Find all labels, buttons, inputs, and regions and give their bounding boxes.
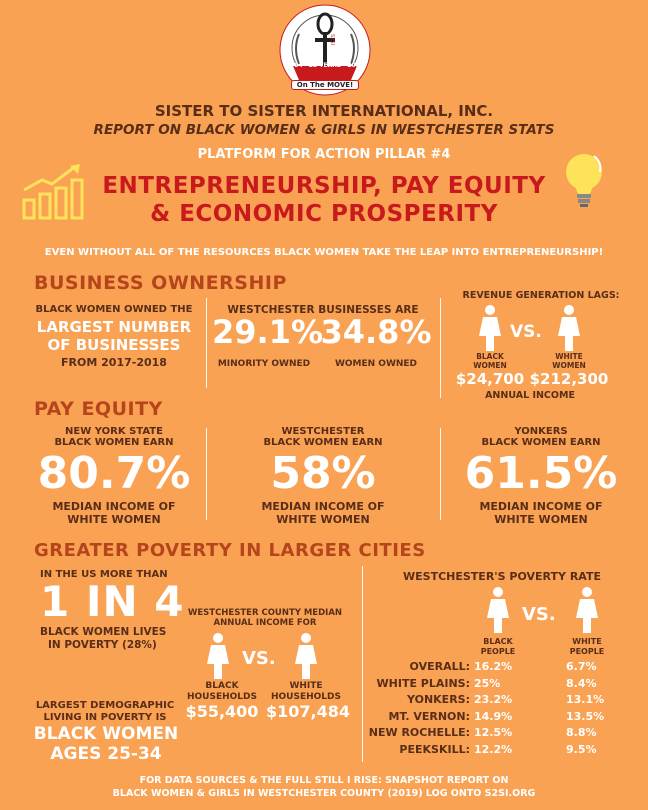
poverty-row-place: WHITE PLAINS:	[376, 676, 470, 690]
woman-icon	[294, 632, 318, 680]
poverty-row-white: 9.5%	[566, 742, 597, 756]
business-col2-heading: WESTCHESTER BUSINESSES ARE	[227, 304, 419, 316]
white-households-label	[266, 681, 346, 703]
poverty-row-black: 12.2%	[474, 742, 513, 756]
pay-col1-foot1: MEDIAN INCOME OF	[52, 500, 176, 513]
poverty-row	[368, 660, 636, 677]
revenue-vs: VS.	[510, 322, 542, 342]
median-line2: ANNUAL INCOME FOR	[213, 618, 317, 628]
pay-col3-foot1: MEDIAN INCOME OF	[479, 500, 603, 513]
woman-icon	[575, 586, 599, 634]
rate-vs: VS.	[522, 604, 556, 625]
poverty-row-place: PEEKSKILL:	[399, 742, 470, 756]
us-line3: IN POVERTY (28%)	[48, 639, 157, 651]
woman-icon	[478, 304, 502, 352]
minority-owned-stat: 29.1%	[212, 313, 324, 351]
poverty-row	[368, 693, 636, 710]
median-line1: WESTCHESTER COUNTY MEDIAN	[187, 608, 343, 618]
revenue-left-label2: WOMEN	[473, 361, 507, 370]
white-hh-line1: WHITE	[289, 681, 323, 691]
business-col1-big1: LARGEST NUMBER	[36, 318, 192, 336]
woman-icon	[557, 304, 581, 352]
divider	[440, 428, 441, 520]
demo-big2: AGES 25-34	[50, 744, 162, 764]
poverty-row-black: 23.2%	[474, 693, 513, 706]
poverty-row-white: 13.5%	[566, 709, 605, 723]
revenue-footer: ANNUAL INCOME	[485, 390, 575, 401]
median-vs: VS.	[242, 648, 276, 669]
logo-end-year: 2019	[347, 62, 365, 69]
poverty-row-place: MT. VERNON:	[388, 709, 470, 723]
pay-col3-head1: YONKERS	[514, 426, 568, 437]
report-title: REPORT ON BLACK WOMEN & GIRLS IN WESTCHESTER STATS	[93, 122, 555, 138]
pillar-title: PLATFORM FOR ACTION PILLAR #4	[197, 147, 451, 162]
poverty-row-black: 25%	[474, 676, 501, 690]
divider	[362, 566, 363, 762]
pay-equity-heading: PAY EQUITY	[34, 398, 163, 420]
black-people-line1: BLACK	[483, 637, 513, 646]
black-income: $55,400	[185, 702, 259, 721]
woman-icon	[486, 586, 510, 634]
poverty-row-place: NEW ROCHELLE:	[368, 726, 470, 739]
white-hh-line2: HOUSEHOLDS	[271, 692, 341, 702]
pay-col3-foot2: WHITE WOMEN	[494, 513, 588, 526]
pay-col1-head2: BLACK WOMEN EARN	[54, 437, 174, 448]
women-owned-label: WOMEN OWNED	[334, 359, 418, 369]
revenue-right-value: $212,300	[529, 370, 609, 388]
pay-col1-head1: NEW YORK STATE	[65, 426, 163, 437]
poverty-row-place: OVERALL:	[409, 660, 470, 673]
demo-line1: LARGEST DEMOGRAPHIC	[35, 700, 175, 711]
main-title-line2: & ECONOMIC PROSPERITY	[150, 201, 498, 227]
demo-big	[24, 724, 188, 764]
us-line: IN THE US MORE THAN	[40, 569, 168, 580]
poverty-row-black: 12.5%	[474, 726, 513, 739]
poverty-row	[368, 677, 636, 694]
white-income: $107,484	[265, 702, 350, 721]
white-people-label	[557, 637, 617, 657]
poverty-row-white: 8.8%	[566, 726, 597, 739]
pay-col1	[28, 426, 200, 526]
rate-heading: WESTCHESTER'S POVERTY RATE	[403, 570, 601, 583]
poverty-row-black: 16.2%	[474, 660, 513, 673]
poverty-row-place: YONKERS:	[407, 693, 470, 706]
white-people-line2: PEOPLE	[569, 647, 605, 656]
revenue-left-value: $24,700	[455, 370, 525, 388]
us-big-stat: 1 IN 4	[40, 577, 185, 626]
white-people-line1: WHITE	[572, 637, 602, 646]
revenue-left-label	[460, 352, 520, 370]
business-heading: BUSINESS OWNERSHIP	[34, 272, 287, 294]
divider	[206, 428, 207, 520]
demo-big1: BLACK WOMEN	[33, 724, 179, 744]
footer-line2: BLACK WOMEN & GIRLS IN WESTCHESTER COUNTY (2019) LOG ONTO S2SI.ORG	[112, 788, 536, 799]
pay-col1-stat: 80.7%	[37, 448, 191, 499]
logo-letters: S2SI	[329, 34, 335, 46]
revenue-right-label2: WOMEN	[552, 361, 586, 370]
revenue-right-label1: WHITE	[555, 352, 583, 361]
poverty-row	[368, 710, 636, 727]
pay-col2	[212, 426, 434, 526]
pay-col2-head1: WESTCHESTER	[281, 426, 365, 437]
pay-col3-stat: 61.5%	[464, 448, 618, 499]
demo-text	[30, 700, 180, 724]
main-title-line1: ENTREPRENEURSHIP, PAY EQUITY	[102, 173, 546, 199]
divider	[206, 298, 207, 388]
business-col1-line1: BLACK WOMEN OWNED THE	[35, 304, 193, 315]
pay-col3	[446, 426, 636, 526]
us-line2: BLACK WOMEN LIVES	[40, 626, 167, 638]
footer-line1: FOR DATA SOURCES & THE FULL STILL I RISE: SNAPSHOT REPORT ON	[139, 775, 509, 786]
revenue-left-label1: BLACK	[476, 352, 504, 361]
black-hh-line1: BLACK	[205, 681, 239, 691]
poverty-row-white: 6.7%	[566, 660, 597, 673]
pay-col2-foot1: MEDIAN INCOME OF	[261, 500, 385, 513]
median-heading	[182, 608, 348, 628]
logo-tagline: On The MOVE!	[291, 80, 359, 90]
revenue-right-label	[539, 352, 599, 370]
subtitle: EVEN WITHOUT ALL OF THE RESOURCES BLACK WOMEN TAKE THE LEAP INTO ENTREPRENEURSHIP!	[44, 247, 604, 258]
divider	[440, 298, 441, 398]
pay-col2-head2: BLACK WOMEN EARN	[263, 437, 383, 448]
poverty-heading: GREATER POVERTY IN LARGER CITIES	[34, 540, 426, 561]
business-col1-big2: OF BUSINESSES	[47, 336, 181, 354]
black-households-label	[182, 681, 262, 703]
poverty-row-white: 13.1%	[566, 693, 605, 706]
demo-line2: LIVING IN POVERTY IS	[43, 712, 167, 723]
org-logo	[271, 4, 379, 96]
pay-col3-head2: BLACK WOMEN EARN	[481, 437, 601, 448]
logo-years: 25 YEARS	[308, 62, 342, 69]
poverty-row	[368, 743, 636, 760]
poverty-row	[368, 726, 636, 743]
pay-col2-stat: 58%	[270, 448, 376, 499]
woman-icon	[206, 632, 230, 680]
logo-start-year: 1994	[285, 62, 303, 69]
black-people-label	[468, 637, 528, 657]
black-people-line2: PEOPLE	[480, 647, 516, 656]
poverty-row-black: 14.9%	[474, 709, 513, 723]
pay-col2-foot2: WHITE WOMEN	[276, 513, 370, 526]
black-hh-line2: HOUSEHOLDS	[187, 692, 257, 702]
women-owned-stat: 34.8%	[320, 313, 432, 351]
revenue-heading: REVENUE GENERATION LAGS:	[462, 290, 620, 301]
org-name: SISTER TO SISTER INTERNATIONAL, INC.	[154, 102, 494, 120]
poverty-rate-table	[368, 660, 636, 759]
minority-owned-label: MINORITY OWNED	[217, 359, 311, 369]
poverty-row-white: 8.4%	[566, 676, 597, 690]
business-col1-line2: FROM 2017-2018	[61, 356, 167, 369]
pay-col1-foot2: WHITE WOMEN	[67, 513, 161, 526]
